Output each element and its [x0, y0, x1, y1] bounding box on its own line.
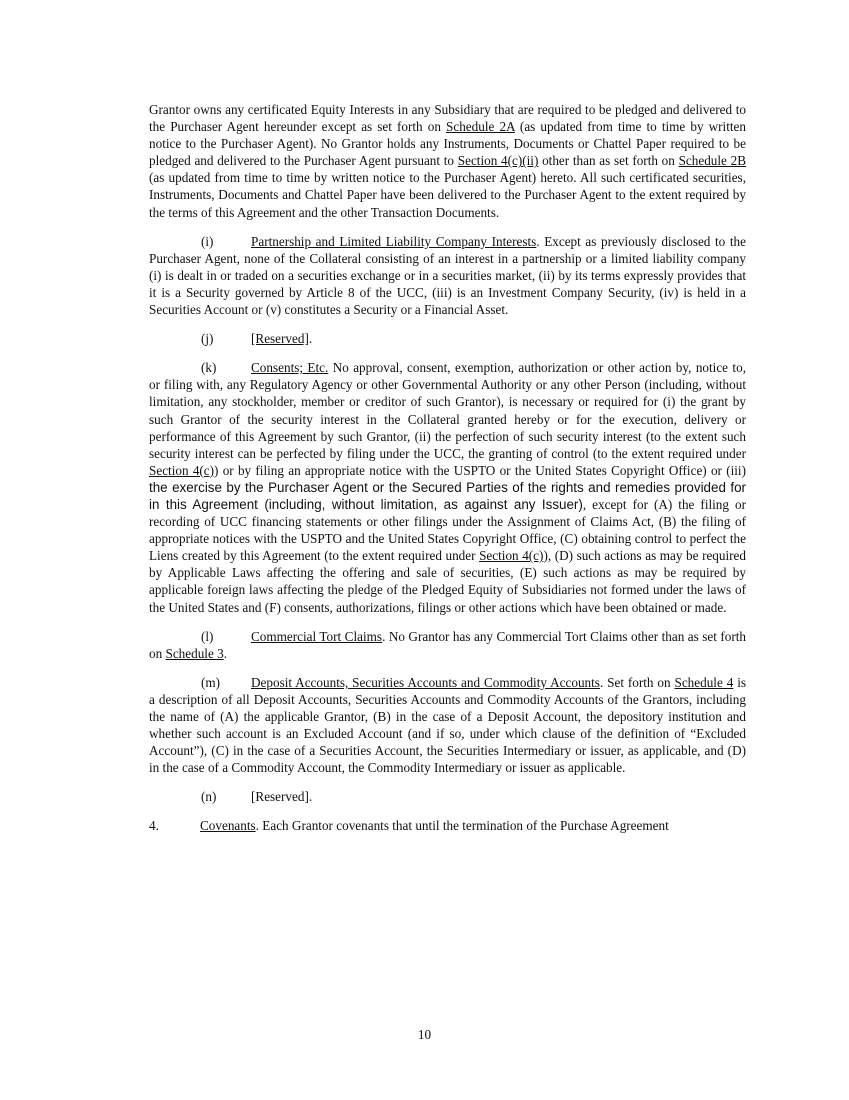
- schedule-2b-ref: Schedule 2B: [678, 153, 746, 169]
- section-4-number: 4.: [149, 818, 159, 834]
- text: other than as set forth on: [538, 153, 679, 169]
- section-4c-ii-ref: Section 4(c)(ii): [457, 153, 539, 169]
- clause-n-number: (n): [201, 789, 217, 805]
- clause-j: [149, 330, 746, 347]
- clause-i-body: . Except as previously disclosed to the Purchaser Agent, none of the Collateral consisting of an interest in a partnership or a limited liability company (i) is dealt in or traded on a securities exchange or in a securities market, (ii) by its terms expressly provides that it is a Security governed by Article 8 of the UCC, (iii) is an Investment Company Security, (iv) is held in a Securities Account or (v) constitutes a Security or a Financial Asset.: [149, 233, 746, 318]
- text: No approval, consent, exemption, authorization or other action by, notice to, or filing with, any Regulatory Agency or other Governmental Authority or any other Person (including, without limitation, any stockholder, member or creditor of such Grantor), is necessary or required for (i) the grant by such Grantor of the security interest in the Collateral granted hereby or for the execution, delivery or performance of this Agreement by such Grantor, (ii) the perfection of such security interest (to the extent such security interest can be perfected by filing under the UCC, the granting of control (to the extent required under: [149, 360, 746, 461]
- text: is a description of all Deposit Accounts, Securities Accounts and Commodity Accounts of the Grantors, including the name of (A) the applicable Grantor, (B) in the case of a Deposit Account, the depository institution and whether such account is an Excluded Account (and if so, under which clause of the definition of “Excluded Account”), (C) in the case of a Securities Account, the Securities Intermediary or issuer, as applicable, and (D) in the case of a Commodity Account, the Commodity Intermediary or issuer as applicable.: [149, 674, 746, 776]
- section-4c-ref: Section 4(c): [149, 462, 215, 478]
- section-4-title: Covenants: [200, 818, 256, 834]
- section-4: [149, 817, 746, 834]
- clause-i-number: (i): [201, 233, 214, 249]
- clause-m-number: (m): [201, 674, 221, 690]
- clause-j-title: [Reserved]: [251, 331, 309, 347]
- text: ), (D) such actions as may be required by Applicable Laws affecting the offering and sale of securities, (E) such actions as may be required by applicable foreign laws affecting the pledge of the Pledged Equity of Subsidiaries not formed under the laws of the United States and (F) consents, authorizations, filings or other actions which have been obtained or made.: [149, 548, 746, 615]
- text: (as updated from time to time by written notice to the Purchaser Agent). No Grantor holds any Instruments, Documents or Chattel Paper required to be pledged and delivered to the Purchaser Agent pursuant to: [149, 119, 746, 169]
- clause-l: [149, 628, 746, 662]
- clause-k-sans-text: the exercise by the Purchaser Agent or the Secured Parties of the rights and remedies provided for in this Agreement (including, without limitation, as against any Issuer): [149, 479, 746, 512]
- text: . Set forth on: [599, 674, 675, 690]
- clause-k-title: Consents; Etc.: [251, 360, 329, 376]
- schedule-2a-ref: Schedule 2A: [446, 119, 515, 135]
- clause-j-number: (j): [201, 331, 214, 347]
- clause-k-number: (k): [201, 360, 217, 376]
- text: ) or by filing an appropriate notice with the USPTO or the United States Copyright Office) or (iii): [214, 462, 746, 478]
- text: (as updated from time to time by written notice to the Purchaser Agent) hereto. All such certificated securities, Instruments, Documents and Chattel Paper have been delivered to the Purchaser Agent to the extent required by the terms of this Agreement and the other Transaction Documents.: [149, 170, 746, 220]
- clause-m-title: Deposit Accounts, Securities Accounts and Commodity Accounts: [251, 674, 600, 690]
- schedule-3-ref: Schedule 3: [165, 645, 224, 661]
- clause-l-number: (l): [201, 628, 214, 644]
- clause-i: [149, 233, 746, 318]
- page-number: 10: [417, 1027, 432, 1042]
- text: . No Grantor has any Commercial Tort Claims other than as set forth on: [149, 628, 746, 661]
- clause-m: [149, 674, 746, 777]
- text: .: [223, 645, 228, 661]
- clause-i-title: Partnership and Limited Liability Company Interests: [251, 233, 537, 249]
- section-4-body: . Each Grantor covenants that until the termination of the Purchase Agreement: [255, 818, 669, 834]
- text: Grantor owns any certificated Equity Interests in any Subsidiary that are required to be pledged and delivered to the Purchaser Agent hereunder except as set forth on: [149, 102, 746, 135]
- clause-n-title: [Reserved].: [251, 789, 313, 805]
- clause-l-title: Commercial Tort Claims: [251, 628, 383, 644]
- section-4c-ref-2: Section 4(c): [479, 548, 544, 564]
- intro-paragraph: [149, 101, 746, 221]
- clause-n: [149, 788, 746, 805]
- schedule-4-ref: Schedule 4: [674, 674, 734, 690]
- text: .: [308, 331, 313, 347]
- clause-k: [149, 359, 746, 615]
- page-body: [149, 101, 746, 847]
- text: , except for (A) the filing or recording of UCC financing statements or other filings under the Assignment of Claims Act, (B) the filing of appropriate notices with the USPTO and the United States Copyright Office, (C) obtaining control to perfect the Liens created by this Agreement (to the extent required under: [149, 496, 746, 564]
